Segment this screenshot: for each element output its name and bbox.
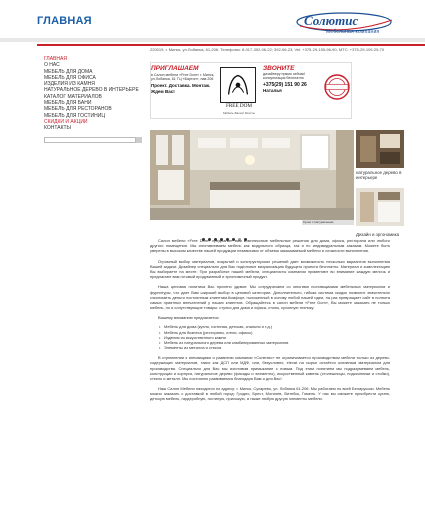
logo-tagline: Мебельная компания <box>326 29 380 35</box>
content-paragraph: Огромный выбор материалов, покрытий и конструкторских решений дает возможность несколько вариантов выполнения Вашей задачи. Дизайнер специально для Вас подготовит визуализацию будущего проекта бесплатно. Материал и комплектацию Вы выбираете на месте. При разработке нашей мебели, специалисты компании применяют во внимание каждую мелочь и предлагают вам готовый продуманный и эргономичный продукт. <box>150 258 390 280</box>
content-paragraph: В стремлении к инновациям и развитию компания «Солютис» не ограничивается производством мебели только из дерево-содержащих материалов, таких как ДСП или МДФ, или, безусловно, elevat на сырье остаётся основным материалом для производства. Специально для Вас мы изготовим примыкание с новым. Под этим понятием мы подразумеваем мебель, конструкции и корпуса, натуральное дерево (фасады и элементы), искусственный камень (столешницы, подоконники и стойки), стекло и металл. Мы постоянно развиваемся благодаря Вам и для Вас! <box>150 355 390 381</box>
banner-logo-text: FREE DOM <box>225 103 253 109</box>
offer-list <box>164 324 390 350</box>
banner-invite-cta: Проект. Доставка. Монтаж. Ждем Вас! <box>151 83 211 94</box>
sidebar-menu <box>44 56 144 132</box>
sidebar-item-contacts[interactable]: КОНТАКТЫ <box>44 125 71 132</box>
list-item: • Мебель для дома (кухня, гостиная, детская, спальня и т.д.) <box>164 324 390 329</box>
list-item: • Мебель для бизнеса (рестораны, отели, офисы) <box>164 330 390 335</box>
logo-name: Солютис <box>304 13 359 28</box>
promo-banner[interactable] <box>150 62 352 119</box>
search-button[interactable] <box>136 137 142 143</box>
sidebar-item-materials-catalog[interactable]: КАТАЛОГ МАТЕРИАЛОВ <box>44 93 102 100</box>
thumbnail-label-wood: натуральное дерево в интерьере <box>356 170 402 180</box>
content-paragraph: Салон мебели «Free Dom» предлагает вам комплексные мебельные решения для дома, офиса, ресторана или любого другого помещения. Мы изготавливаем мебель как модульного образца, так и по индивидуальным заказам. Можете быть уверены в высоком качестве нашей продукции независимо от объема заказываемой мебели и сложности выполнения. <box>150 238 390 254</box>
thumbnail-wood-interior[interactable] <box>356 130 404 168</box>
stamp-icon <box>323 73 351 101</box>
header-divider <box>0 38 425 42</box>
sidebar-item-restaurant-furniture[interactable]: МЕБЕЛЬ ДЛЯ РЕСТОРАНОВ <box>44 106 112 113</box>
header-accent-line <box>37 44 425 46</box>
sidebar-item-hotel-furniture[interactable]: МЕБЕЛЬ ДЛЯ ГОСТИНИЦ <box>44 112 106 119</box>
banner-contact-name: Наталья <box>263 88 282 94</box>
sidebar-item-home-furniture[interactable]: МЕБЕЛЬ ДЛЯ ДОМА <box>44 68 93 75</box>
thumbnail-design[interactable] <box>356 188 404 226</box>
banner-invite-address: в Салон мебели «Free Dom» г. Минск, ул.Лобанка, 61 ТЦ «Бартон», пав.206 <box>151 73 215 82</box>
banner-phone: +375(29) 151 90 26 <box>263 82 307 89</box>
search-input[interactable] <box>44 137 136 143</box>
list-item: • Мебель из натурального дерева или комбинированных материалов <box>164 340 390 345</box>
contact-line: 220019, г. Минск, ул.Лобанка, 61-206. Телефоны: 8-017-392-06-22; 392-06-23; Vel: +375-29-155-96-90, MTC: +375-29-109-29-70 <box>150 47 385 52</box>
freedom-logo-icon <box>220 67 256 103</box>
image-slider[interactable] <box>150 130 354 220</box>
banner-call-title: ЗВОНИТЕ <box>263 65 295 72</box>
content-paragraph: Наш Салон Мебели находится по адресу: г. Минск, Сухарево, ул. Лобанка 61-206. Мы работаем по всей Беларуссии. Мебель можно заказать с доставкой в любой город: Гродно, Брест, Могилев, Витебск, Гомель. У нас вы сможете приобрести кухню, детскую мебель, гардеробную, гостиную, прихожую, а также любую другую элементы мебели. <box>150 386 390 402</box>
banner-logo-tagline: Мебель Вашей Мечты <box>222 111 256 115</box>
kitchen-photo <box>150 130 354 220</box>
page-title: ГЛАВНАЯ <box>37 15 92 27</box>
banner-call <box>263 65 321 93</box>
sidebar-item-stone-products[interactable]: ИЗДЕЛИЯ ИЗ КАМНЯ <box>44 81 95 88</box>
sidebar-item-about[interactable]: О НАС <box>44 62 60 69</box>
banner-invite <box>151 65 217 94</box>
list-item: • Изделия из искусственного камня <box>164 335 390 340</box>
header <box>0 0 425 52</box>
sidebar-item-discounts[interactable]: СКИДКИ И АКЦИИ <box>44 118 88 125</box>
sidebar-item-home[interactable]: ГЛАВНАЯ <box>44 56 67 62</box>
sidebar-item-office-furniture[interactable]: МЕБЕЛЬ ДЛЯ ОФИСА <box>44 74 96 81</box>
main-content <box>150 238 390 407</box>
banner-invite-title: ПРИГЛАШАЕМ <box>151 65 199 72</box>
thumbnail-label-design: Дизайн и эргономика <box>356 232 400 237</box>
banner-call-sub: дизайнеру прямо сейчас! консультация бесплатно <box>263 72 306 81</box>
list-intro: Вашему вниманию предлагается: <box>158 315 220 321</box>
company-logo[interactable] <box>296 10 396 40</box>
list-item: • Элементы из металла и стекла <box>164 345 390 350</box>
sidebar-item-sauna-furniture[interactable]: МЕБЕЛЬ ДЛЯ БАНИ <box>44 100 92 107</box>
content-paragraph: Наша ценовая политика Вас приятно удивит. Мы сотрудничаем со многими поставщиками мебельных материалов и фурнитуры, что дает Вам широкий выбор в ценовой категории. Дополнительно, гибкая система скидок позволит значительно сэкономить деньги постоянным клиентам.Комфорт, положенный в основу любой нашей идеи, на раз превращает сайт в полнота самых приятных впечатлений у наших клиентов. Обращайтесь в салон мебели «Free Dom», Вы можете заказать не только мебель, но и сопутствующие товары: стулья для дома и офиса, столы, кухонную технику. <box>150 284 390 310</box>
sidebar-item-natural-wood[interactable]: НАТУРАЛЬНОЕ ДЕРЕВО В ИНТЕРЬЕРЕ <box>44 87 139 94</box>
slider-caption: Кухня с Натуральным <box>302 220 354 225</box>
slider-thumbnails <box>356 130 404 168</box>
